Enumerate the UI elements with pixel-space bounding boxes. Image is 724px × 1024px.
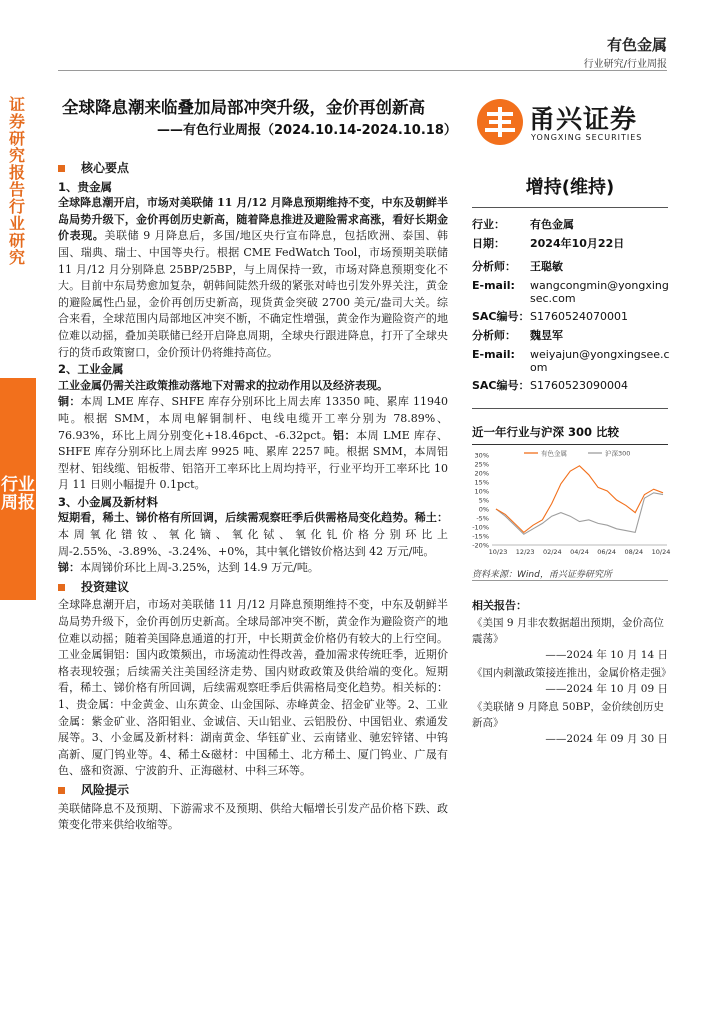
paragraph-antimony <box>58 560 448 577</box>
side-tab <box>0 378 36 600</box>
related-item-date: ——2024 年 09 月 30 日 <box>545 733 668 745</box>
metal-label: 锑： <box>58 561 80 575</box>
x-tick-label: 12/23 <box>515 548 535 556</box>
section-title: 核心要点 <box>81 161 130 175</box>
x-tick-label: 10/24 <box>651 548 671 556</box>
main-body <box>58 160 448 834</box>
paragraph-industrial-metals <box>58 378 448 395</box>
paragraph-lead: 工业金属仍需关注政策推动落地下对需求的拉动作用以及经济表现。 <box>58 378 388 392</box>
x-tick-label: 06/24 <box>597 548 617 556</box>
info-sac2 <box>472 379 672 393</box>
x-tick-label: 04/24 <box>570 548 589 556</box>
chart-title: 近一年行业与沪深 300 比较 <box>472 425 620 439</box>
section-risk <box>58 782 448 799</box>
related-reports <box>472 598 672 749</box>
chart-bottom-divider <box>472 580 668 581</box>
info-email2 <box>472 348 672 374</box>
related-item-date: ——2024 年 10 月 14 日 <box>545 649 668 661</box>
performance-chart <box>462 447 674 562</box>
section-title: 投资建议 <box>81 579 130 594</box>
info-industry-label: 行业： <box>472 218 505 231</box>
company-logo <box>475 97 665 149</box>
x-tick-label: 02/24 <box>542 548 562 556</box>
subsection-title: 1、贵金属 <box>58 179 113 194</box>
y-tick-label: 5% <box>478 496 489 505</box>
header-divider <box>58 70 667 71</box>
info-analyst2-value: 魏昱军 <box>530 329 563 342</box>
page-title: 全球降息潮来临叠加局部冲突升级，金价再创新高 <box>62 98 425 117</box>
paragraph-text: 美联储 9 月降息后，多国/地区央行宣布降息，包括欧洲、泰国、韩国、瑞典、瑞士、中国等央行。根据 CME FedWatch Tool，市场预期美联储 11 月/12 月分别降息 25BP/25BP，与上周保持一致，市场对降息预期变化不大。目前中东局势愈加复杂，朝韩间陡然升级的紧张对峙也引发外界关注，黄金的避险属性凸显，金价再创历史新高，现货黄金突破 2700 美元/盎司大关。综合来看，全球范围内局部地区冲突不断，不确定性增强，黄金作为避险资产的地位难以动摇，叠加美联储已经开启降息周期，全球央行跟进降息，打开了全球央行的货币政策窗口，金价预计仍将維持高位。 <box>58 229 448 359</box>
page-subtitle: ——有色行业周报（2024.10.14-2024.10.18） <box>157 123 457 138</box>
metal-label: 铜： <box>58 395 81 409</box>
paragraph-risk: 美联储降息不及预期、下游需求不及预期、供给大幅增长引发产品价格下跌、政策变化带来供给收缩等。 <box>58 801 448 832</box>
related-item-title: 《美国 9 月非农数据超出预期，金价高位震荡》 <box>472 617 664 645</box>
info-industry-value: 有色金属 <box>530 218 574 231</box>
info-analyst2-label: 分析师： <box>472 329 516 342</box>
info-analyst1-value: 王聪敏 <box>530 260 563 273</box>
section-key-points <box>58 160 448 177</box>
section-title: 风险提示 <box>81 782 130 797</box>
info-date-label: 日期： <box>472 237 505 250</box>
paragraph-text: 本周锑价环比上周-3.25%，达到 14.9 万元/吨。 <box>80 561 319 575</box>
y-tick-label: 30% <box>474 451 489 460</box>
rating-divider <box>472 207 668 208</box>
info-industry <box>472 218 672 232</box>
legend-label: 有色金属 <box>541 449 567 458</box>
info-email1-value[interactable]: wangcongmin@yongxingsec.com <box>530 279 669 305</box>
header-sector: 有色金属 <box>606 36 667 54</box>
paragraph-precious-metals <box>58 195 448 361</box>
paragraph-lead: 全球降息潮开启，市场对美联储 11 月/12 月降息预期维持不变，中东及朝鲜半岛局势升级下，金价再创历史新高，随着降息推进及避险需求高涨，看好长期金价表现。 <box>58 196 448 243</box>
info-email1 <box>472 279 672 305</box>
related-title: 相关报告： <box>472 599 527 612</box>
y-tick-label: -15% <box>472 532 489 541</box>
info-date <box>472 237 672 251</box>
logo-mark-icon <box>475 97 525 147</box>
info-analyst1-label: 分析师： <box>472 260 516 273</box>
metal-label: 铝： <box>332 428 357 442</box>
info-sac1-label: SAC编号： <box>472 310 530 323</box>
section-bullet-icon <box>58 165 65 172</box>
info-analyst2 <box>472 329 672 343</box>
chart-source: 资料来源：Wind，甬兴证券研究所 <box>472 570 612 580</box>
info-sac1 <box>472 310 672 324</box>
related-item[interactable] <box>472 699 668 747</box>
paragraph-text: 本周 LME 库存、SHFE 库存分别环比上周去库 9925 吨、累库 2257 吨。根据 SMM，本周铝型材、铝线缆、铝板带、铝箔开工率环比上周均持平，行业平均开工率环比 10 月 11 日则小幅提升 0.1pct。 <box>58 428 449 492</box>
y-tick-label: 10% <box>474 487 489 496</box>
x-tick-label: 10/23 <box>488 548 508 556</box>
section-investment <box>58 579 448 596</box>
side-label: 证券研究报告 行业研究 <box>8 95 25 267</box>
related-item[interactable] <box>472 665 672 697</box>
y-tick-label: 0% <box>478 505 489 514</box>
info-divider <box>472 408 668 409</box>
x-tick-label: 08/24 <box>624 548 644 556</box>
related-item-title: 《美联储 9 月降息 50BP，金价续创历史新高》 <box>472 701 664 729</box>
header-report-type: 行业研究/行业周报 <box>583 59 667 70</box>
section-bullet-icon <box>58 584 65 591</box>
info-sac1-value: S1760524070001 <box>530 310 628 323</box>
paragraph-lead: 短期看，稀土、锑价格有所回调，后续需观察旺季后供需格局变化趋势。 <box>58 511 415 525</box>
paragraph-minor-metals <box>58 510 448 560</box>
legend-label: 沪深300 <box>605 449 631 458</box>
related-item[interactable] <box>472 615 668 663</box>
paragraph-text: 本周 LME 库存、SHFE 库存分别环比上周去库 13350 吨、累库 11940 吨。根据 SMM，本周电解铜制杆、电线电缆开工率分别为 78.89%、76.93%，环比上周分别变化+18.46pct、-6.32pct。 <box>58 395 448 442</box>
rating: 增持(维持) <box>525 177 615 198</box>
report-info <box>472 218 672 398</box>
subsection-title: 2、工业金属 <box>58 362 124 377</box>
info-analyst1 <box>472 260 672 274</box>
logo-name-en: YONGXING SECURITIES <box>531 133 643 142</box>
related-item-date: ——2024 年 10 月 09 日 <box>545 683 668 695</box>
related-item-title: 《国内刺激政策接连推出，金属价格走强》 <box>472 667 672 679</box>
chart-top-divider <box>472 444 668 445</box>
y-tick-label: -5% <box>476 514 489 523</box>
paragraph-copper-aluminum <box>58 394 448 494</box>
subsection-title: 3、小金属及新材料 <box>58 494 159 509</box>
section-bullet-icon <box>58 787 65 794</box>
y-tick-label: -10% <box>472 523 489 532</box>
side-tab-label: 行业周报 <box>1 475 35 513</box>
info-email2-label: E-mail: <box>472 348 515 361</box>
y-tick-label: 15% <box>474 478 489 487</box>
paragraph-investment: 全球降息潮开启，市场对美联储 11 月/12 月降息预期维持不变，中东及朝鲜半岛局势升级下，金价再创历史新高。全球局部冲突不断，黄金作为避险资产的地位难以动摇；随着美国降息通道的打开，中长期黄金价格仍有较大的上行空间。工业金属铜铝：国内政策频出，市场流动性得改善，叠加需求传统旺季，近期价格表现较强；后续需关注美国经济走势、国内财政政策及供给端的变化。短期看，稀土、锑价格有所回调，后续需观察旺季后供需格局变化趋势。相关标的：1、贵金属：中金黄金、山东黄金、山金国际、赤峰黄金、招金矿业等。2、工业金属：紫金矿业、洛阳钼业、金诚信、天山铝业、云铝股份、中国铝业、索通发展等。3、小金属及新材料：湖南黄金、华钰矿业、云南锗业、驰宏锌锗、中钨高新、厦门钨业等。4、稀土&磁材：中国稀土、北方稀土、厦门钨业、广晟有色、盛和资源、宁波韵升、正海磁材、中科三环等。 <box>58 598 448 778</box>
logo-name-cn: 甬兴证券 <box>529 105 638 135</box>
y-tick-label: 20% <box>474 469 489 478</box>
info-sac2-label: SAC编号： <box>472 379 530 392</box>
info-sac2-value: S1760523090004 <box>530 379 628 392</box>
info-email1-label: E-mail: <box>472 279 515 292</box>
series-line-index <box>496 493 663 534</box>
y-tick-label: -20% <box>472 541 489 550</box>
paragraph-text: 本周氧化镨钕、氧化镝、氧化铽、氧化钆价格分别环比上周-2.55%、-3.89%、-3.24%、+0%，其中氧化镨钕价格达到 42 万元/吨。 <box>58 528 448 558</box>
info-email2-value[interactable]: weiyajun@yongxingsee.com <box>530 348 670 374</box>
metal-label: 稀土： <box>414 511 448 525</box>
info-date-value: 2024年10月22日 <box>530 237 625 250</box>
y-tick-label: 25% <box>474 460 489 469</box>
